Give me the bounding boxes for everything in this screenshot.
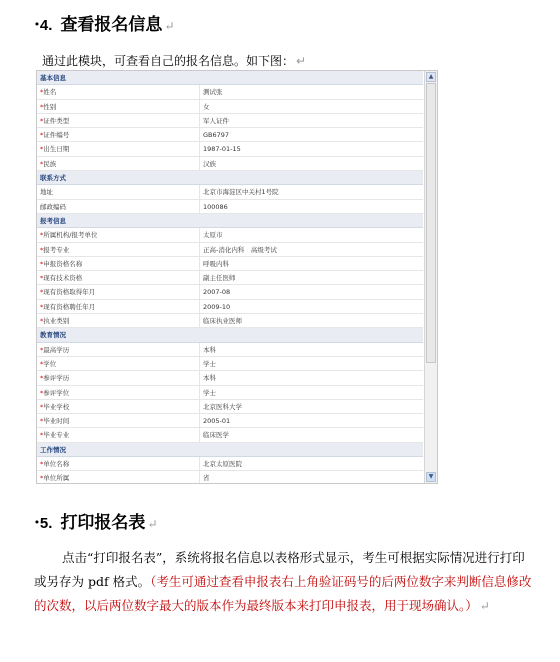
required-marker: * (40, 417, 44, 426)
scroll-down-arrow-icon[interactable]: ▼ (426, 472, 436, 482)
heading-number: 5. (39, 515, 53, 532)
field-value: 2009-10 (199, 300, 230, 313)
field-label-text: 毕业时间 (43, 417, 70, 426)
table-row (37, 343, 423, 357)
field-value: 呼吸内科 (199, 257, 229, 270)
required-marker: * (40, 302, 44, 311)
instruction-text: 点击“打印报名表”，系统将报名信息以表格形式显示，考生可根据实际情况进行打印或另存为 pdf 格式。 (34, 550, 525, 589)
field-label-text: 参评学位 (43, 388, 70, 397)
table-row (37, 243, 423, 257)
field-label (40, 371, 69, 385)
required-marker: * (40, 345, 44, 354)
field-value: 太原市 (199, 228, 223, 241)
heading-print-form (34, 508, 158, 533)
field-label (40, 471, 69, 484)
registration-info-table (37, 71, 423, 484)
field-value: 本科 (199, 343, 216, 356)
table-row (37, 357, 423, 371)
table-row (37, 157, 423, 171)
field-label-text: 参评学历 (43, 374, 70, 383)
table-row (37, 142, 423, 156)
required-marker: * (40, 231, 44, 240)
field-value: 副主任医师 (199, 271, 236, 284)
heading-view-registration (34, 10, 175, 35)
field-label-text: 所属机构/报考单位 (43, 231, 98, 240)
table-row (37, 471, 423, 484)
table-row (37, 200, 423, 214)
table-row (37, 257, 423, 271)
field-label (40, 428, 69, 442)
paragraph-mark: ↵ (479, 599, 490, 613)
field-label (40, 343, 69, 357)
field-label (40, 400, 69, 414)
field-label (40, 457, 69, 471)
field-value: 女 (199, 100, 210, 113)
table-row (37, 314, 423, 328)
field-label-text: 现有技术资格 (43, 274, 83, 283)
field-value: 临床医学 (199, 428, 229, 441)
field-label-text: 性别 (43, 102, 57, 111)
field-label-text: 地址 (40, 188, 53, 197)
section-header: 基本信息 (37, 71, 423, 85)
field-label (40, 314, 69, 328)
field-label (40, 228, 97, 242)
field-value: 北京医科大学 (199, 400, 242, 413)
field-label (40, 185, 53, 199)
field-label-text: 现有资格聘任年月 (43, 302, 96, 311)
registration-info-screenshot (36, 70, 438, 484)
field-value: 汉族 (199, 157, 216, 170)
table-row (37, 300, 423, 314)
required-marker: * (40, 131, 44, 140)
required-marker: * (40, 245, 44, 254)
field-label-text: 申报资格名称 (43, 259, 83, 268)
scroll-thumb[interactable] (426, 83, 436, 363)
field-label-text: 执业类别 (43, 317, 70, 326)
field-value: 2005-01 (199, 414, 230, 427)
required-marker: * (40, 145, 44, 154)
section-header: 教育情况 (37, 328, 423, 342)
table-row (37, 386, 423, 400)
table-row (37, 100, 423, 114)
field-label (40, 85, 56, 99)
required-marker: * (40, 460, 44, 469)
section-header: 工作情况 (37, 443, 423, 457)
required-marker: * (40, 259, 44, 268)
field-label-text: 邮政编码 (40, 202, 66, 211)
field-value: 北京市海淀区中关村1号院 (199, 185, 279, 198)
required-marker: * (40, 359, 44, 368)
scroll-up-arrow-icon[interactable]: ▲ (426, 72, 436, 82)
field-label (40, 200, 66, 214)
field-value: GB6797 (199, 128, 229, 141)
field-label (40, 357, 56, 371)
field-label (40, 386, 69, 400)
bullet: · (34, 15, 40, 35)
table-row (37, 371, 423, 385)
field-label (40, 100, 56, 114)
table-row (37, 400, 423, 414)
required-marker: * (40, 88, 44, 97)
field-label-text: 毕业学校 (43, 402, 70, 411)
vertical-scrollbar[interactable] (424, 71, 437, 483)
field-label-text: 报考专业 (43, 245, 70, 254)
field-label-text: 单位所属 (43, 474, 70, 483)
field-label-text: 出生日期 (43, 145, 70, 154)
field-label (40, 271, 82, 285)
intro-sentence: 通过此模块，可查看自己的报名信息。如下图： (42, 54, 295, 68)
table-row (37, 228, 423, 242)
field-value: 学士 (199, 357, 216, 370)
table-row (37, 457, 423, 471)
field-label-text: 证件类型 (43, 116, 70, 125)
required-marker: * (40, 317, 44, 326)
table-row (37, 414, 423, 428)
paragraph-mark: ↵ (164, 19, 175, 33)
field-value: 正高-消化内科 高级考试 (199, 243, 277, 256)
field-label (40, 142, 69, 156)
table-row (37, 271, 423, 285)
heading-title: 打印报名表 (60, 513, 146, 533)
heading-title: 查看报名信息 (60, 15, 163, 35)
heading-number: 4. (39, 17, 53, 34)
field-label-text: 证件编号 (43, 131, 70, 140)
field-label-text: 学位 (43, 359, 57, 368)
print-instructions (34, 546, 532, 618)
field-value: 省 (199, 471, 210, 484)
field-value: 学士 (199, 386, 216, 399)
table-row (37, 285, 423, 299)
field-label (40, 285, 95, 299)
bullet: · (34, 513, 40, 533)
required-marker: * (40, 102, 44, 111)
field-value: 测试张 (199, 85, 223, 98)
section-header: 联系方式 (37, 171, 423, 185)
required-marker: * (40, 402, 44, 411)
table-row (37, 128, 423, 142)
required-marker: * (40, 274, 44, 283)
field-label-text: 现有资格取得年月 (43, 288, 96, 297)
section-header: 报考信息 (37, 214, 423, 228)
field-value: 临床执业医师 (199, 314, 242, 327)
required-marker: * (40, 159, 44, 168)
field-label-text: 姓名 (43, 88, 57, 97)
field-label-text: 最高学历 (43, 345, 70, 354)
intro-text (42, 52, 306, 69)
required-marker: * (40, 374, 44, 383)
field-label-text: 毕业专业 (43, 431, 70, 440)
field-value: 本科 (199, 371, 216, 384)
field-label (40, 243, 69, 257)
table-row (37, 114, 423, 128)
field-value: 北京太原医院 (199, 457, 242, 470)
field-label (40, 128, 69, 142)
field-label (40, 157, 56, 171)
required-marker: * (40, 431, 44, 440)
field-label-text: 民族 (43, 159, 57, 168)
paragraph-mark: ↵ (296, 54, 307, 68)
field-label (40, 414, 69, 428)
required-marker: * (40, 388, 44, 397)
note-text: （考生可通过查看申报表右上角验证码号的后两位数字来判断信息修改的次数，以后两位数字最大的版本作为最终版本来打印申报表，用于现场确认。） (34, 574, 532, 613)
table-row (37, 85, 423, 99)
required-marker: * (40, 474, 44, 483)
field-label (40, 114, 69, 128)
required-marker: * (40, 288, 44, 297)
table-row (37, 428, 423, 442)
field-value: 2007-08 (199, 285, 230, 298)
field-label-text: 单位名称 (43, 460, 70, 469)
table-row (37, 185, 423, 199)
field-value: 1987-01-15 (199, 142, 241, 155)
field-label (40, 300, 95, 314)
field-value: 100086 (199, 200, 228, 213)
field-value: 军人证件 (199, 114, 229, 127)
field-label (40, 257, 82, 271)
paragraph-mark: ↵ (147, 517, 158, 531)
required-marker: * (40, 116, 44, 125)
